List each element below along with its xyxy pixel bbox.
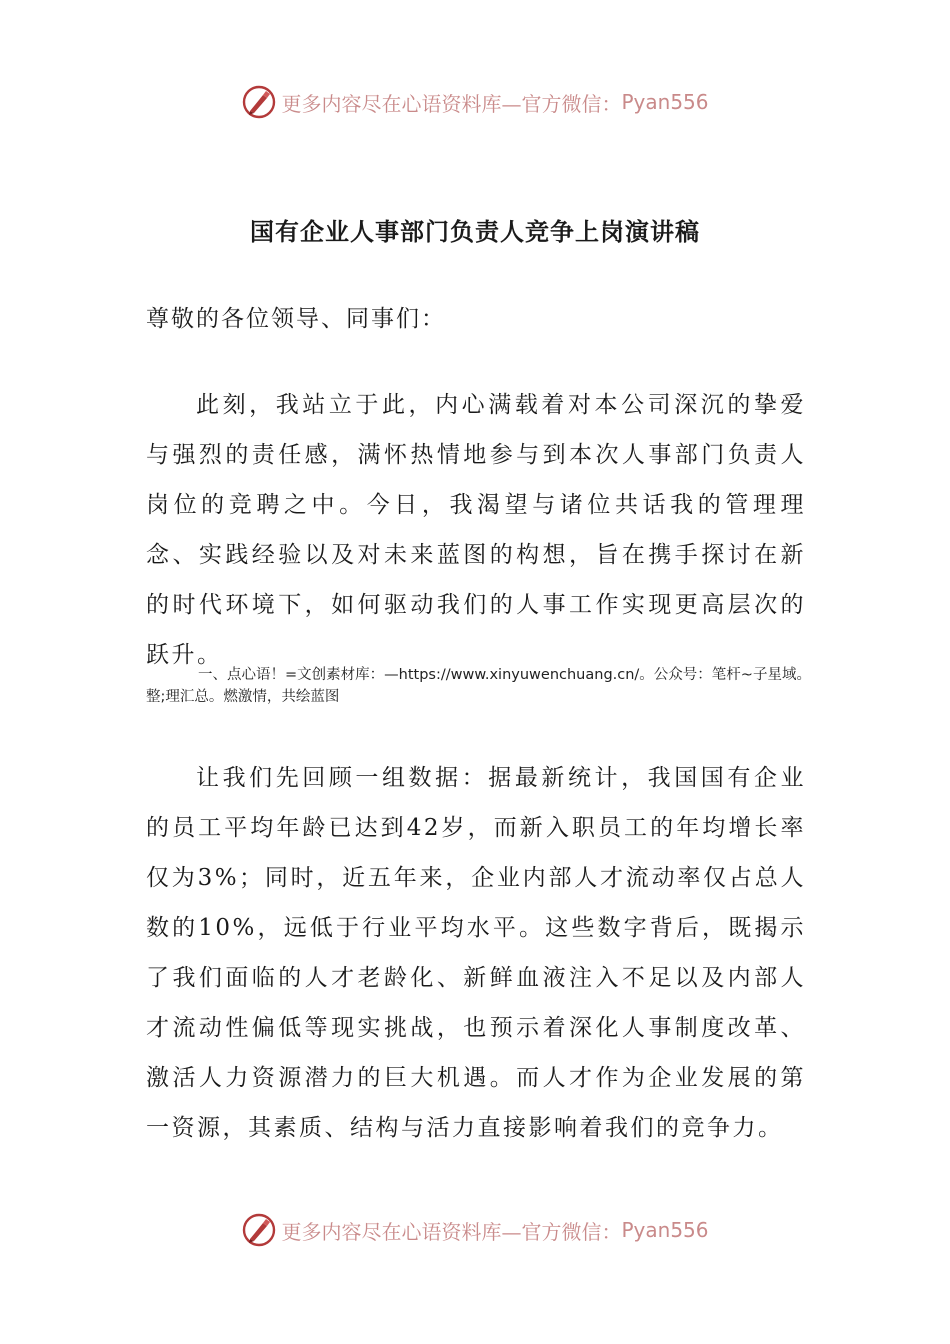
banner-text: 更多内容尽在心语资料库—官方微信：: [281, 91, 622, 116]
pen-logo-icon: [241, 84, 277, 120]
document-title: 国有企业人事部门负责人竞争上岗演讲稿: [250, 217, 700, 246]
body-paragraph: 此刻，我站立于此，内心满载着对本公司深沉的挚爱与强烈的责任感，满怀热情地参与到本次人事部门负责人岗位的竞聘之中。今日，我渴望与诸位共话我的管理理念、实践经验以及对未来蓝图的构想，旨在携手探讨在新的时代环境下，如何驱动我们的人事工作实现更高层次的跃升。: [146, 392, 806, 668]
pen-logo-icon: [241, 1212, 277, 1248]
banner-text: 更多内容尽在心语资料库—官方微信：: [281, 1219, 622, 1244]
body-paragraph: 让我们先回顾一组数据：据最新统计，我国国有企业的员工平均年龄已达到42岁，而新入职员工的年均增长率仅为3%；同时，近五年来，企业内部人才流动率仅占总人数的10%，远低于行业平均水平。这些数字背后，既揭示了我们面临的人才老龄化、新鲜血液注入不足以及内部人才流动性偏低等现实挑战，也预示着深化人事制度改革、激活人力资源潜力的巨大机遇。而人才作为企业发展的第一资源，其素质、结构与活力直接影响着我们的竞争力。: [146, 765, 806, 1141]
header-banner: [0, 82, 950, 122]
inline-note: 一、点心语！=文创素材库：—https://www.xinyuwenchuang.cn/。公众号：笔杆~子星域。整;理汇总。燃激情，共绘蓝图: [146, 667, 811, 705]
footer-banner: [0, 1210, 950, 1250]
salutation: 尊敬的各位领导、同事们：: [146, 306, 446, 332]
wechat-id: Pyan556: [621, 1218, 709, 1242]
wechat-id: Pyan556: [621, 90, 709, 114]
